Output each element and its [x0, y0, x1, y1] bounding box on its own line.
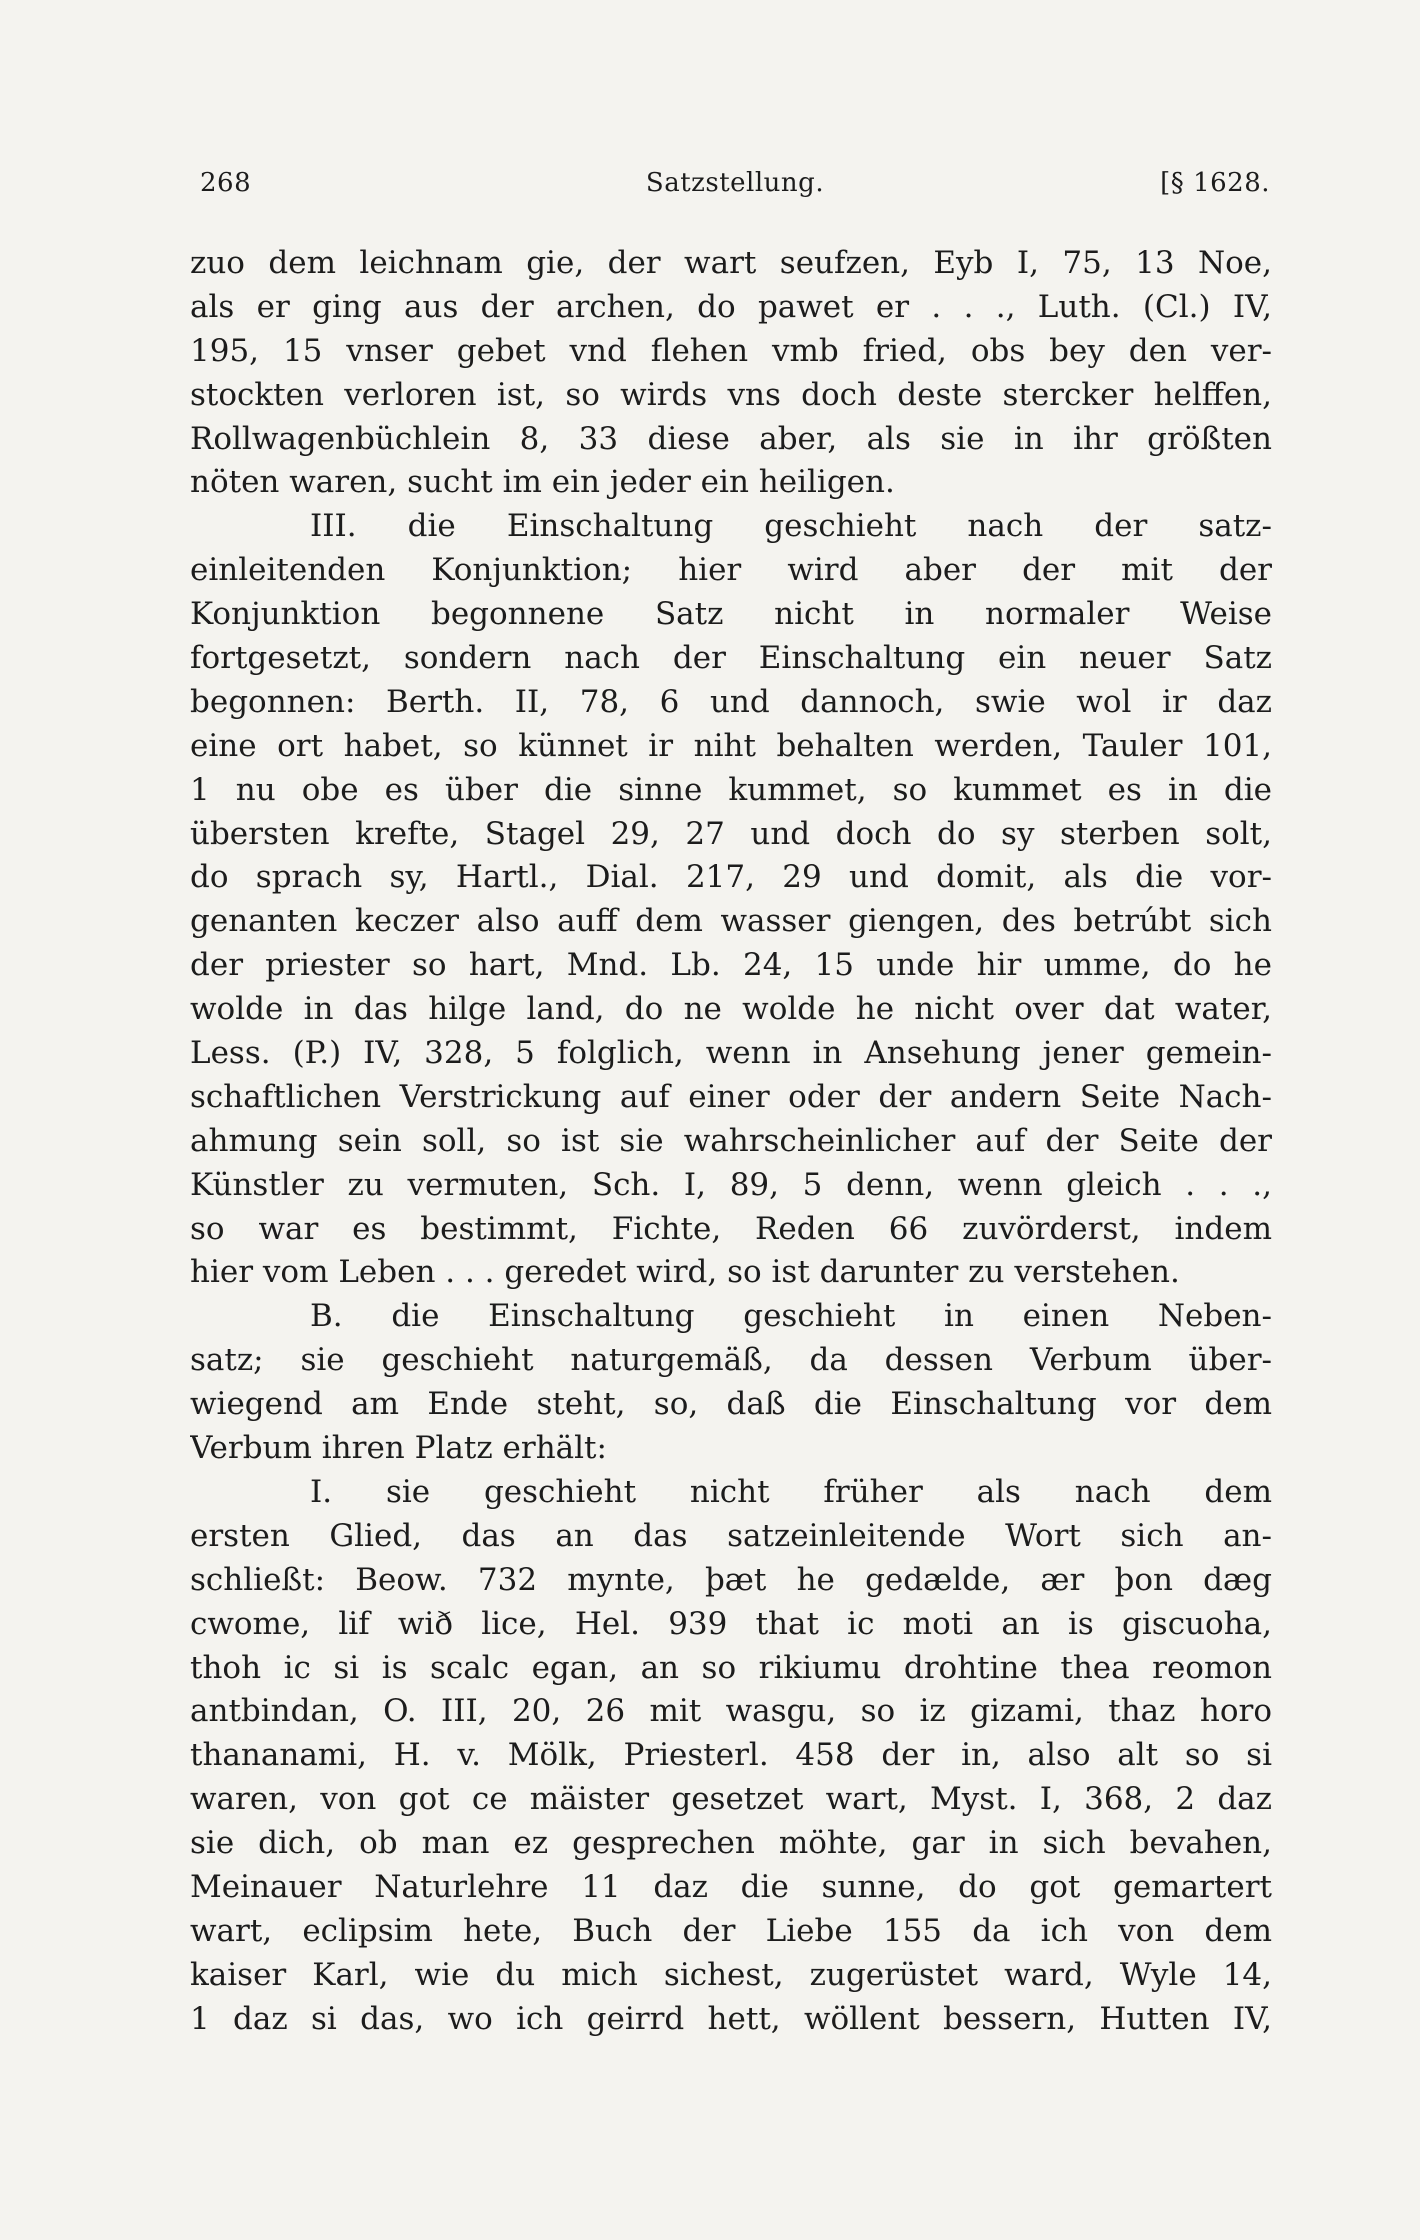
- text-line: der priester so hart, Mnd. Lb. 24, 15 unde hir umme, do he: [190, 947, 1272, 984]
- text-line: 1 nu obe es über die sinne kummet, so kummet es in die: [190, 771, 1272, 808]
- text-line: ersten Glied, das an das satzeinleitende Wort sich an-: [190, 1517, 1272, 1554]
- text-line: begonnen: Berth. II, 78, 6 und dannoch, swie wol ir daz: [190, 683, 1272, 720]
- text-line: cwome, lif wið lice, Hel. 939 that ic moti an is giscuoha,: [190, 1605, 1272, 1642]
- text-line: zuo dem leichnam gie, der wart seufzen, Eyb I, 75, 13 Noe,: [190, 245, 1272, 281]
- text-line: thoh ic si is scalc egan, an so rikiumu drohtine thea reomon: [190, 1649, 1272, 1686]
- page-header: [200, 168, 1270, 212]
- text-line: schaftlichen Verstrickung auf einer oder der andern Seite Nach-: [190, 1078, 1272, 1115]
- text-line: schließt: Beow. 732 mynte, þæt he gedælde, ær þon dæg: [190, 1561, 1272, 1598]
- text-line: do sprach sy, Hartl., Dial. 217, 29 und domit, als die vor-: [190, 859, 1272, 896]
- text-line: wiegend am Ende steht, so, daß die Einschaltung vor dem: [190, 1386, 1272, 1423]
- text-line: satz; sie geschieht naturgemäß, da dessen Verbum über-: [190, 1342, 1272, 1379]
- text-line: hier vom Leben . . . geredet wird, so ist darunter zu verstehen.: [190, 1254, 1180, 1291]
- text-line: Künstler zu vermuten, Sch. I, 89, 5 denn, wenn gleich . . .,: [190, 1166, 1272, 1203]
- text-line: wart, eclipsim hete, Buch der Liebe 155 da ich von dem: [190, 1912, 1272, 1949]
- text-line: ahmung sein soll, so ist sie wahrscheinlicher auf der Seite der: [190, 1122, 1272, 1159]
- text-line: so war es bestimmt, Fichte, Reden 66 zuvörderst, indem: [190, 1210, 1272, 1247]
- text-line: stockten verloren ist, so wirds vns doch deste stercker helffen,: [190, 376, 1272, 413]
- text-line: thananami, H. v. Mölk, Priesterl. 458 der in, also alt so si: [190, 1737, 1272, 1774]
- running-title: Satzstellung.: [645, 168, 825, 198]
- text-line: antbindan, O. III, 20, 26 mit wasgu, so iz gizami, thaz horo: [190, 1693, 1272, 1730]
- text-line: Verbum ihren Platz erhält:: [190, 1430, 607, 1467]
- text-line: kaiser Karl, wie du mich sichest, zugerüstet ward, Wyle 14,: [190, 1956, 1272, 1993]
- text-line: eine ort habet, so künnet ir niht behalten werden, Tauler 101,: [190, 727, 1272, 764]
- paragraph-start: III. die Einschaltung geschieht nach der satz-: [310, 508, 1272, 545]
- section-reference: [§ 1628.: [1160, 168, 1270, 198]
- text-line: nöten waren, sucht im ein jeder ein heiligen.: [190, 464, 895, 501]
- text-line: 1 daz si das, wo ich geirrd hett, wöllent bessern, Hutten IV,: [190, 2000, 1272, 2037]
- body-text: [190, 242, 1272, 2042]
- paragraph-start: B. die Einschaltung geschieht in einen Neben-: [310, 1298, 1272, 1335]
- text-line: 195, 15 vnser gebet vnd flehen vmb fried, obs bey den ver-: [190, 332, 1272, 369]
- text-line: Less. (P.) IV, 328, 5 folglich, wenn in Ansehung jener gemein-: [190, 1035, 1272, 1072]
- text-line: Rollwagenbüchlein 8, 33 diese aber, als sie in ihr größten: [190, 420, 1272, 457]
- text-line: sie dich, ob man ez gesprechen möhte, gar in sich bevahen,: [190, 1825, 1272, 1862]
- text-line: waren, von got ce mäister gesetzet wart, Myst. I, 368, 2 daz: [190, 1781, 1272, 1818]
- text-line: genanten keczer also auff dem wasser giengen, des betrúbt sich: [190, 903, 1272, 940]
- text-line: Meinauer Naturlehre 11 daz die sunne, do got gemartert: [190, 1868, 1272, 1905]
- text-line: Konjunktion begonnene Satz nicht in normaler Weise: [190, 596, 1272, 633]
- text-line: übersten krefte, Stagel 29, 27 und doch do sy sterben solt,: [190, 815, 1272, 852]
- text-line: wolde in das hilge land, do ne wolde he nicht over dat water,: [190, 991, 1272, 1028]
- text-line: fortgesetzt, sondern nach der Einschaltung ein neuer Satz: [190, 640, 1272, 677]
- paragraph-start: I. sie geschieht nicht früher als nach dem: [310, 1473, 1272, 1510]
- text-line: einleitenden Konjunktion; hier wird aber der mit der: [190, 552, 1272, 589]
- text-line: als er ging aus der archen, do pawet er . . ., Luth. (Cl.) IV,: [190, 288, 1272, 325]
- page-number: 268: [200, 168, 252, 198]
